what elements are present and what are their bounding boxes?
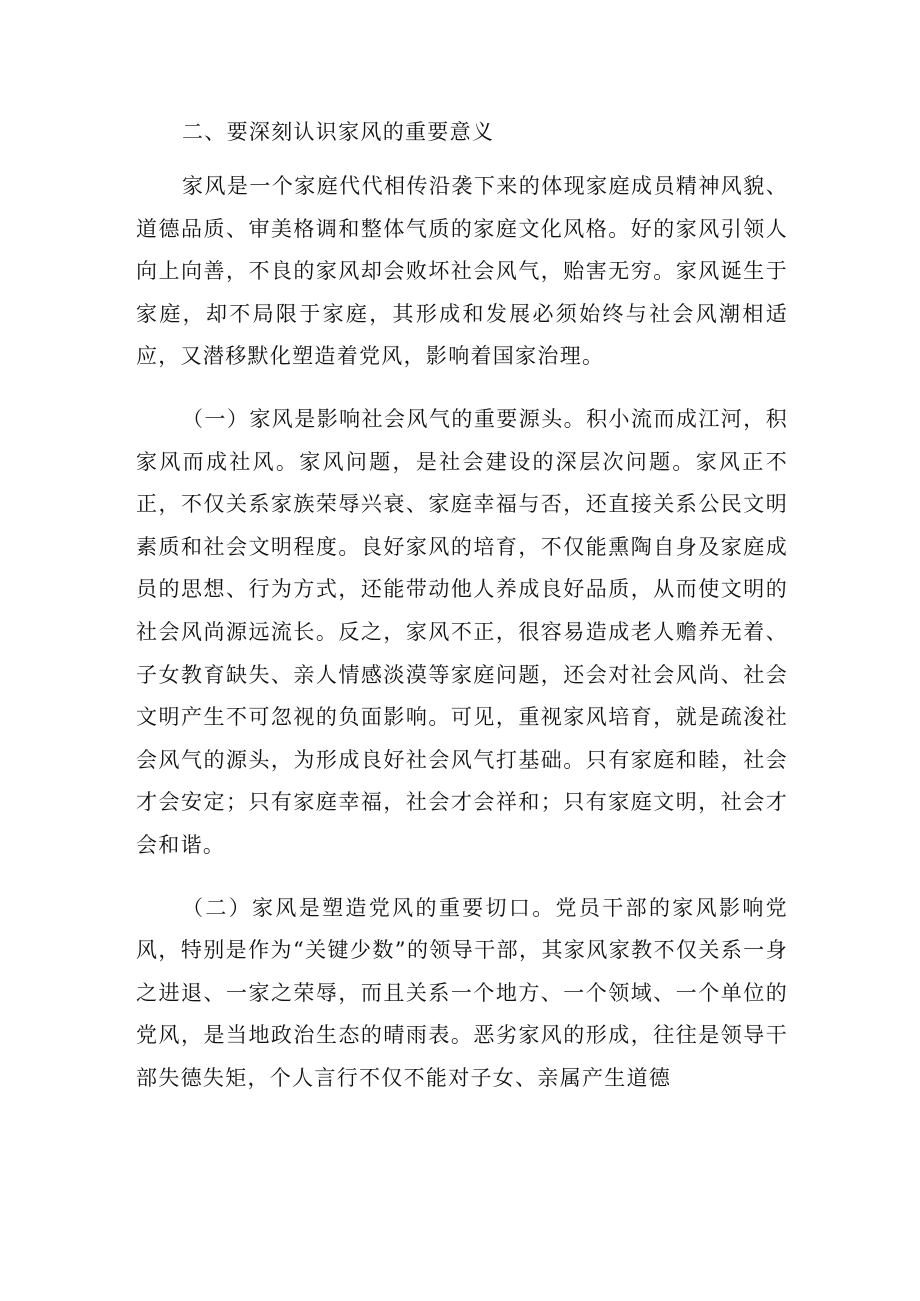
document-body (136, 165, 788, 1099)
paragraph-intro: 家风是一个家庭代代相传沿袭下来的体现家庭成员精神风貌、道德品质、审美格调和整体气质的家庭文化风格。好的家风引领人向上向善，不良的家风却会败坏社会风气，贻害无穷。家风诞生于家庭，却不局限于家庭，其形成和发展必须始终与社会风潮相适应，又潜移默化塑造着党风，影响着国家治理。 (136, 174, 788, 369)
paragraph-family-style-party-conduct: （二）家风是塑造党风的重要切口。党员干部的家风影响党风，特别是作为“关键少数”的领导干部，其家风家教不仅关系一身之进退、一家之荣辱，而且关系一个地方、一个领域、一个单位的党风，是当地政治生态的晴雨表。恶劣家风的形成，往往是领导干部失德失矩，个人言行不仅不能对子女、亲属产生道德 (136, 895, 788, 1090)
paragraph-family-style-social-atmosphere: （一）家风是影响社会风气的重要源头。积小流而成江河，积家风而成社风。家风问题，是社会建设的深层次问题。家风正不正，不仅关系家族荣辱兴衰、家庭幸福与否，还直接关系公民文明素质和社会文明程度。良好家风的培育，不仅能熏陶自身及家庭成员的思想、行为方式，还能带动他人养成良好品质，从而使文明的社会风尚源远流长。反之，家风不正，很容易造成老人赡养无着、子女教育缺失、亲人情感淡漠等家庭问题，还会对社会风尚、社会文明产生不可忽视的负面影响。可见，重视家风培育，就是疏浚社会风气的源头，为形成良好社会风气打基础。只有家庭和睦，社会才会安定；只有家庭幸福，社会才会祥和；只有家庭文明，社会才会和谐。 (136, 406, 788, 857)
paragraph-spacer (136, 378, 788, 398)
section-heading: 二、要深刻认识家风的重要意义 (182, 120, 495, 144)
paragraph-spacer (136, 867, 788, 887)
